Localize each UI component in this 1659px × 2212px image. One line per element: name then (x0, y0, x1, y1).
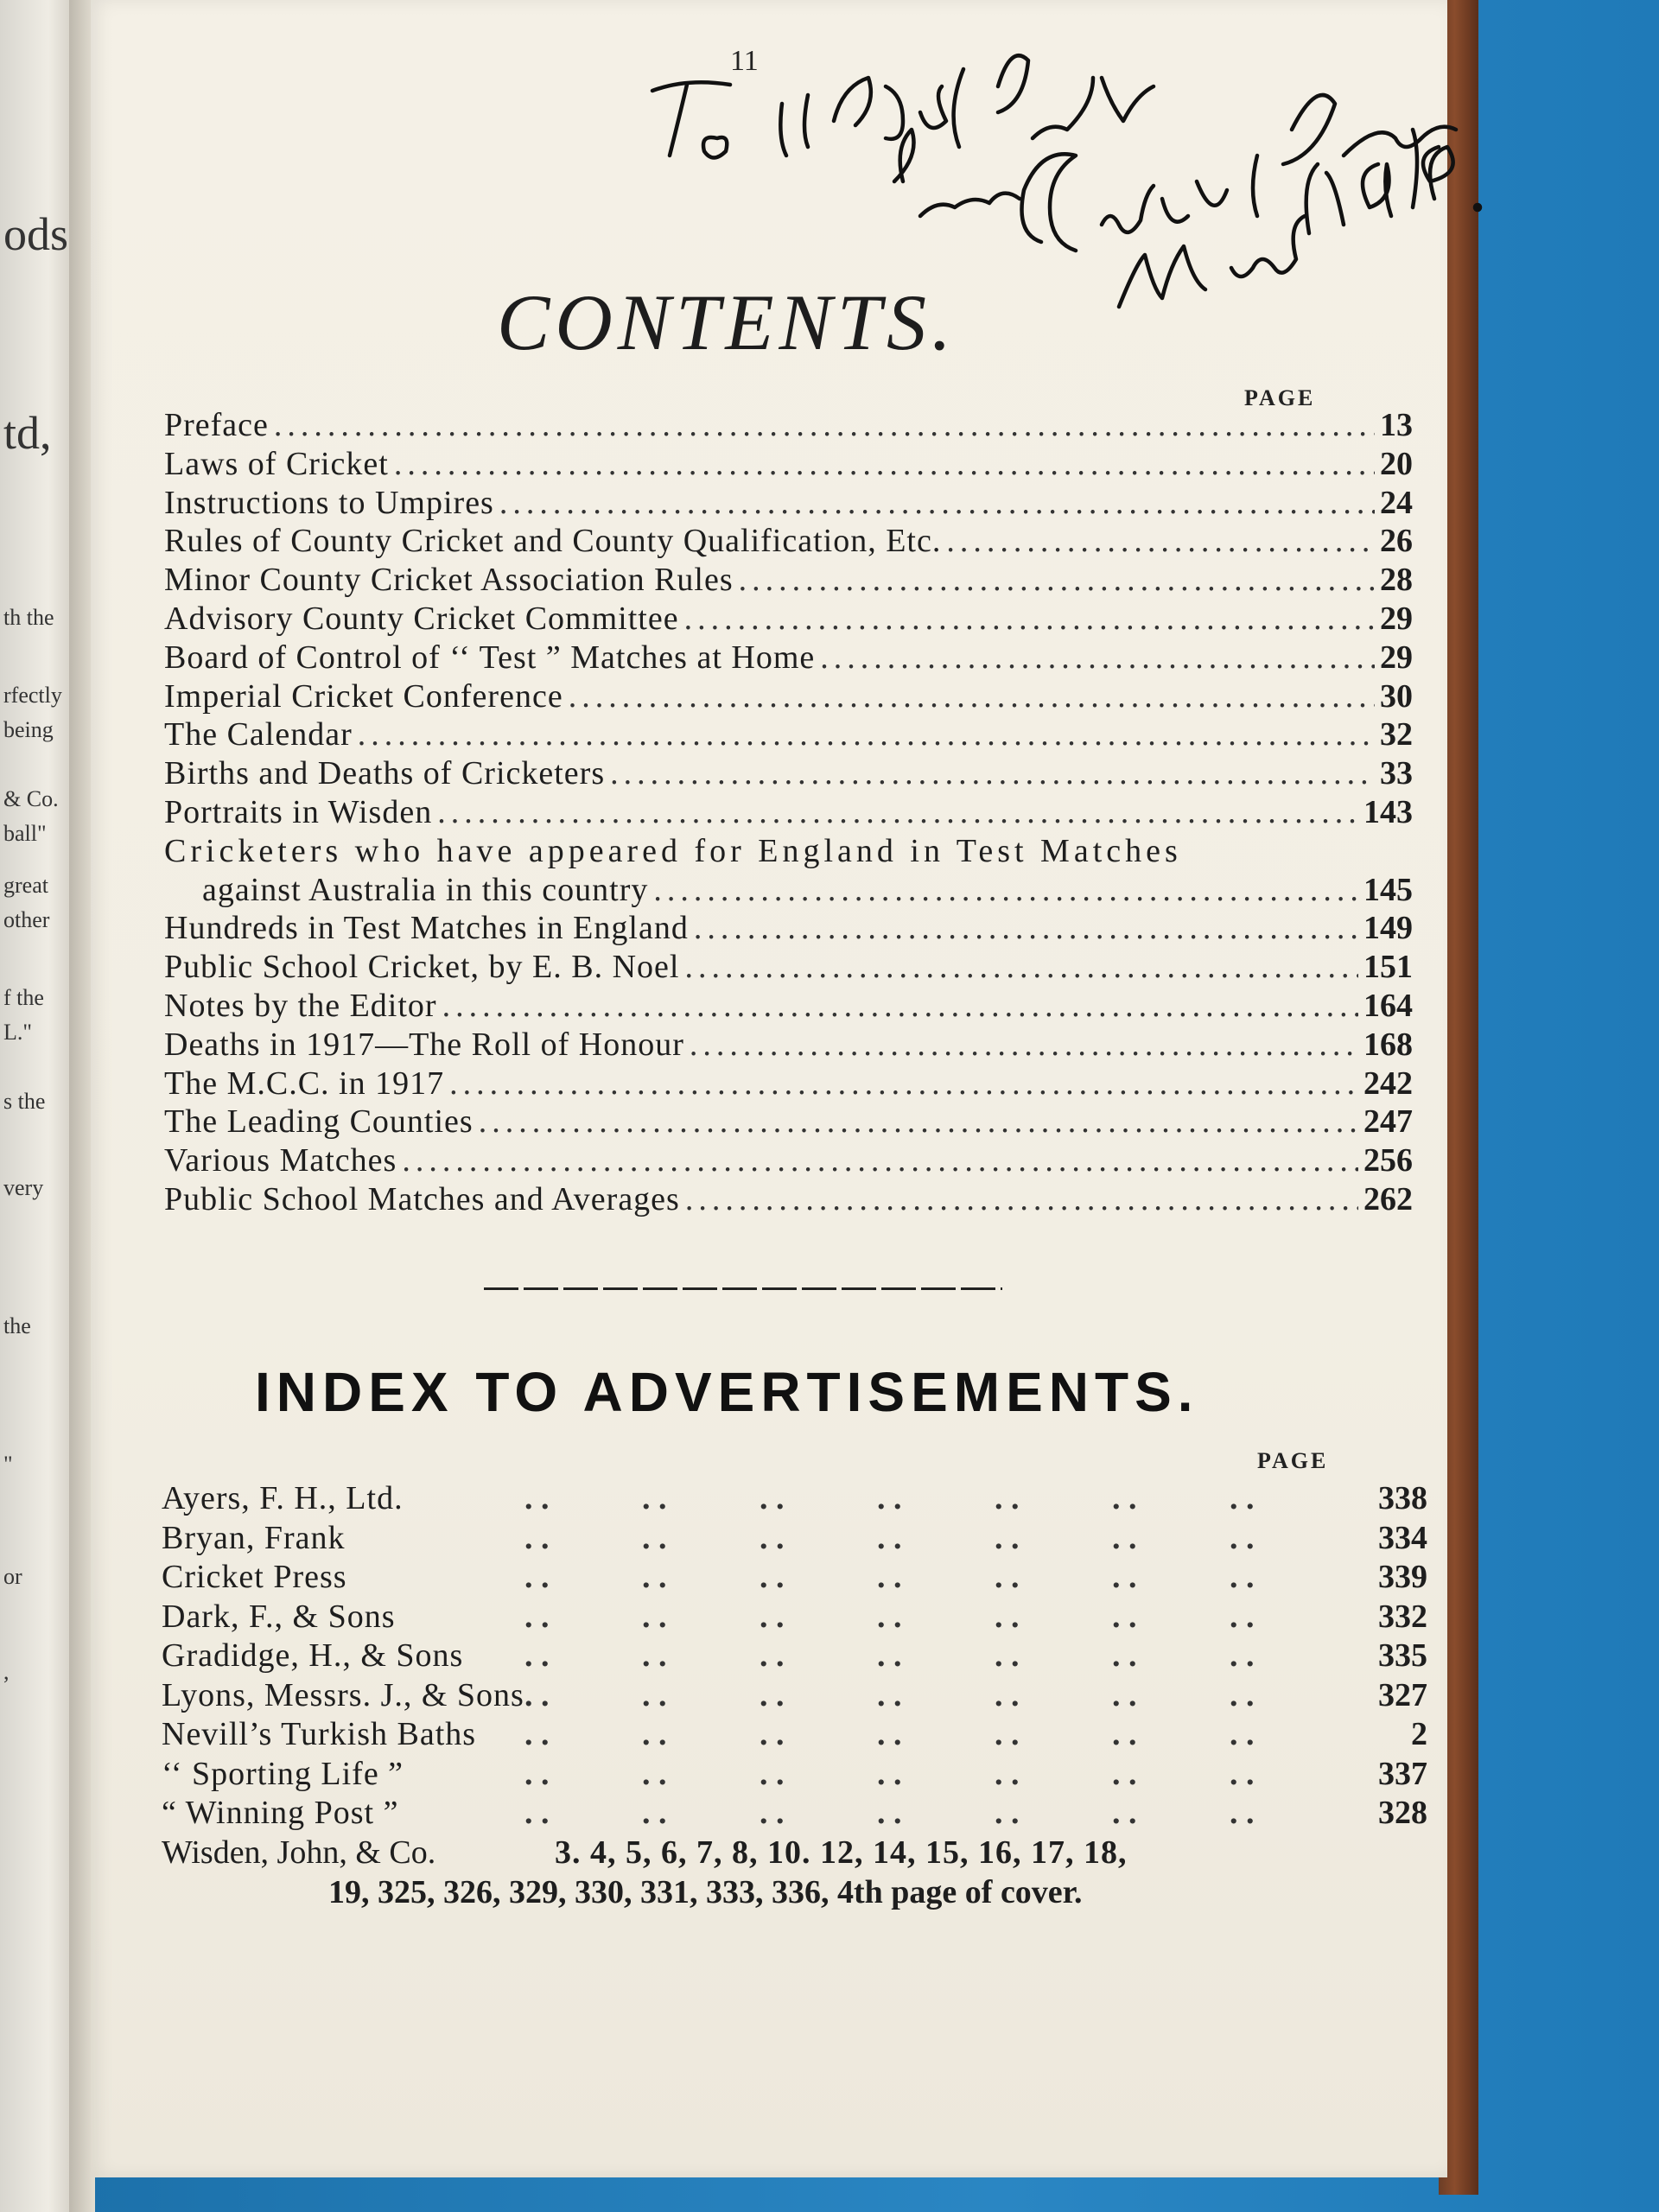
contents-entry-label: Portraits in Wisden (164, 793, 433, 830)
contents-entry-page: 24 (1380, 484, 1413, 521)
facing-page-text-fragment: or (3, 1564, 22, 1589)
advertiser-name: Cricket Press (162, 1559, 347, 1595)
advertiser-page: 339 (1378, 1559, 1427, 1595)
contents-entry-page: 145 (1363, 871, 1413, 908)
contents-entry-page: 242 (1363, 1065, 1413, 1102)
contents-entry (164, 1103, 1413, 1141)
contents-entry-label: Instructions to Umpires (164, 484, 494, 521)
contents-entry (164, 1180, 1413, 1219)
facing-page-text-fragment: being (3, 717, 54, 742)
advertiser-entry (162, 1715, 1427, 1755)
advertiser-page: 327 (1378, 1676, 1427, 1713)
dot-leader: . . . . . . . . . . . . . . (524, 1716, 1255, 1752)
contents-entry-label: Hundreds in Test Matches in England (164, 910, 689, 947)
advertiser-page: 337 (1378, 1755, 1427, 1792)
dot-leader (449, 1065, 1358, 1103)
facing-page-edge (0, 0, 69, 2212)
contents-entry (164, 948, 1413, 987)
contents-entry-page: 168 (1363, 1026, 1413, 1063)
dot-leader (442, 987, 1358, 1025)
contents-entry-page: 32 (1380, 716, 1413, 753)
contents-entry-page: 164 (1363, 987, 1413, 1024)
contents-entry (164, 987, 1413, 1026)
contents-entry-label: Preface (164, 407, 269, 443)
dot-leader: . . . . . . . . . . . . . . (524, 1559, 1255, 1595)
contents-entry-label: The Leading Counties (164, 1103, 474, 1141)
advertiser-name: “ Winning Post ” (162, 1795, 399, 1831)
contents-entry-page: 149 (1363, 910, 1413, 947)
contents-list (164, 406, 1413, 1219)
advertiser-name: Dark, F., & Sons (162, 1598, 396, 1635)
contents-entry (164, 677, 1413, 716)
wisden-entry (162, 1834, 1128, 1872)
advertiser-entry (162, 1479, 1427, 1519)
dot-leader: . . . . . . . . . . . . . . (524, 1795, 1255, 1831)
advertiser-page: 335 (1378, 1637, 1427, 1674)
advertiser-entry (162, 1519, 1427, 1559)
dot-leader: . . . . . . . . . . . . . . (524, 1755, 1255, 1792)
advertiser-name: Lyons, Messrs. J., & Sons (162, 1676, 524, 1713)
advertiser-entry (162, 1794, 1427, 1834)
facing-page-text-fragment: rfectly (3, 683, 62, 708)
facing-page-text-fragment: other (3, 907, 50, 932)
contents-entry (164, 484, 1413, 523)
contents-entry-page: 33 (1380, 755, 1413, 792)
facing-page-text-fragment: s the (3, 1089, 46, 1114)
advertiser-entry (162, 1558, 1427, 1598)
facing-page-text-fragment: td, (3, 407, 52, 459)
contents-entry-label: The M.C.C. in 1917 (164, 1065, 445, 1102)
advertiser-entry (162, 1755, 1427, 1795)
advertiser-name: Ayers, F. H., Ltd. (162, 1480, 404, 1516)
dot-leader: . . . . . . . . . . . . . . (524, 1519, 1255, 1556)
advertiser-name: Bryan, Frank (162, 1519, 346, 1556)
dot-leader (684, 948, 1358, 986)
dot-leader (402, 1141, 1358, 1179)
book-page (91, 0, 1447, 2177)
index-title: INDEX TO ADVERTISEMENTS. (255, 1361, 1199, 1423)
contents-entry-page: 30 (1380, 677, 1413, 715)
facing-page-text-fragment: very (3, 1175, 44, 1200)
facing-page-text-fragment: L." (3, 1020, 32, 1045)
contents-entry-label: Laws of Cricket (164, 445, 389, 482)
dot-leader: . . . . . . . . . . . . . . (524, 1480, 1255, 1516)
wisden-pages-line2: 19, 325, 326, 329, 330, 331, 333, 336, 4th page of cover. (328, 1874, 1083, 1910)
contents-entry-label: Notes by the Editor (164, 987, 437, 1024)
dot-leader (684, 600, 1375, 638)
advertiser-page: 338 (1378, 1480, 1427, 1516)
contents-entry (164, 561, 1413, 600)
contents-entry (164, 871, 1413, 910)
contents-entry-page: 28 (1380, 562, 1413, 599)
facing-page-text-fragment: ball" (3, 821, 47, 846)
advertiser-entry (162, 1637, 1427, 1676)
contents-entry (164, 406, 1413, 445)
contents-entry-page: 13 (1380, 407, 1413, 443)
wisden-name: Wisden, John, & Co. (162, 1834, 436, 1871)
contents-entry (164, 793, 1413, 832)
contents-entry-page: 29 (1380, 600, 1413, 637)
facing-page-text-fragment: th the (3, 605, 54, 630)
contents-entry (164, 1141, 1413, 1180)
dot-leader (820, 639, 1375, 677)
dot-leader (499, 484, 1375, 522)
index-page-header: PAGE (1257, 1448, 1329, 1473)
page-number: 11 (730, 45, 759, 77)
advertiser-page: 2 (1411, 1716, 1427, 1752)
contents-entry-label: Board of Control of ‘‘ Test ” Matches at Home (164, 639, 816, 676)
advertiser-entry (162, 1598, 1427, 1637)
facing-page-text-fragment: ods (3, 208, 69, 260)
contents-entry (164, 639, 1413, 677)
contents-entry-page: 262 (1363, 1180, 1413, 1217)
dot-leader (690, 1026, 1358, 1064)
dot-leader (358, 715, 1375, 753)
dot-leader (694, 909, 1358, 947)
contents-entry-label: Various Matches (164, 1142, 397, 1179)
contents-entry-page: 151 (1363, 949, 1413, 986)
contents-entry-label: Deaths in 1917—The Roll of Honour (164, 1026, 684, 1063)
contents-page-header: PAGE (1244, 385, 1316, 410)
facing-page-text-fragment: & Co. (3, 786, 59, 811)
contents-entry-label: Rules of County Cricket and County Qualification, Etc. (164, 523, 942, 560)
dot-leader (394, 445, 1375, 483)
contents-entry-page: 26 (1380, 523, 1413, 560)
contents-entry (164, 754, 1413, 793)
contents-entry-label: Imperial Cricket Conference (164, 677, 563, 715)
dot-leader (569, 677, 1375, 715)
section-divider (484, 1287, 1002, 1290)
dot-leader (685, 1180, 1358, 1218)
contents-entry (164, 832, 1413, 871)
dot-leader (479, 1103, 1358, 1141)
contents-entry-page: 20 (1380, 445, 1413, 482)
dot-leader (610, 754, 1375, 792)
contents-entry (164, 1026, 1413, 1065)
advertiser-page: 334 (1378, 1519, 1427, 1556)
contents-entry-page: 256 (1363, 1142, 1413, 1179)
advertiser-page: 332 (1378, 1598, 1427, 1635)
dot-leader (274, 406, 1375, 444)
wisden-pages-line1: 3. 4, 5, 6, 7, 8, 10. 12, 14, 15, 16, 17, 18, (555, 1834, 1128, 1871)
contents-entry-page: 247 (1363, 1103, 1413, 1141)
dot-leader (437, 793, 1358, 831)
contents-entry-label: Public School Matches and Averages (164, 1180, 680, 1217)
contents-entry (164, 445, 1413, 484)
facing-page-text-fragment: , (3, 1659, 10, 1684)
contents-entry-label: Births and Deaths of Cricketers (164, 755, 606, 792)
dot-leader: . . . . . . . . . . . . . . (524, 1637, 1255, 1674)
contents-entry-label: against Australia in this country (202, 871, 649, 908)
advertiser-name: Nevill’s Turkish Baths (162, 1716, 477, 1752)
contents-entry-label: Advisory County Cricket Committee (164, 600, 679, 637)
contents-entry-label: The Calendar (164, 716, 353, 753)
contents-entry-page: 143 (1363, 793, 1413, 830)
contents-entry (164, 715, 1413, 754)
handwritten-inscription (635, 9, 1516, 320)
facing-page-text-fragment: f the (3, 985, 44, 1010)
contents-entry-label: Minor County Cricket Association Rules (164, 562, 734, 599)
contents-entry (164, 522, 1413, 561)
advertiser-name: Gradidge, H., & Sons (162, 1637, 464, 1674)
advertisement-index-list (162, 1479, 1427, 1834)
advertiser-name: ‘‘ Sporting Life ” (162, 1755, 404, 1792)
dot-leader: . . . . . . . . . . . . . . (524, 1676, 1255, 1713)
contents-entry-label: Cricketers who have appeared for England in Test Matches (164, 832, 1182, 869)
dot-leader (946, 522, 1375, 560)
contents-title: CONTENTS. (497, 278, 957, 366)
contents-entry-page: 29 (1380, 639, 1413, 676)
facing-page-text-fragment: the (3, 1313, 31, 1338)
dot-leader (739, 561, 1375, 599)
contents-entry (164, 600, 1413, 639)
dot-leader (653, 871, 1358, 909)
contents-entry-label: Public School Cricket, by E. B. Noel (164, 949, 680, 986)
contents-entry (164, 1065, 1413, 1103)
advertiser-entry (162, 1676, 1427, 1716)
advertiser-page: 328 (1378, 1795, 1427, 1831)
contents-entry (164, 909, 1413, 948)
facing-page-text-fragment: great (3, 873, 48, 898)
facing-page-text-fragment: " (3, 1452, 13, 1477)
dot-leader: . . . . . . . . . . . . . . (524, 1598, 1255, 1635)
